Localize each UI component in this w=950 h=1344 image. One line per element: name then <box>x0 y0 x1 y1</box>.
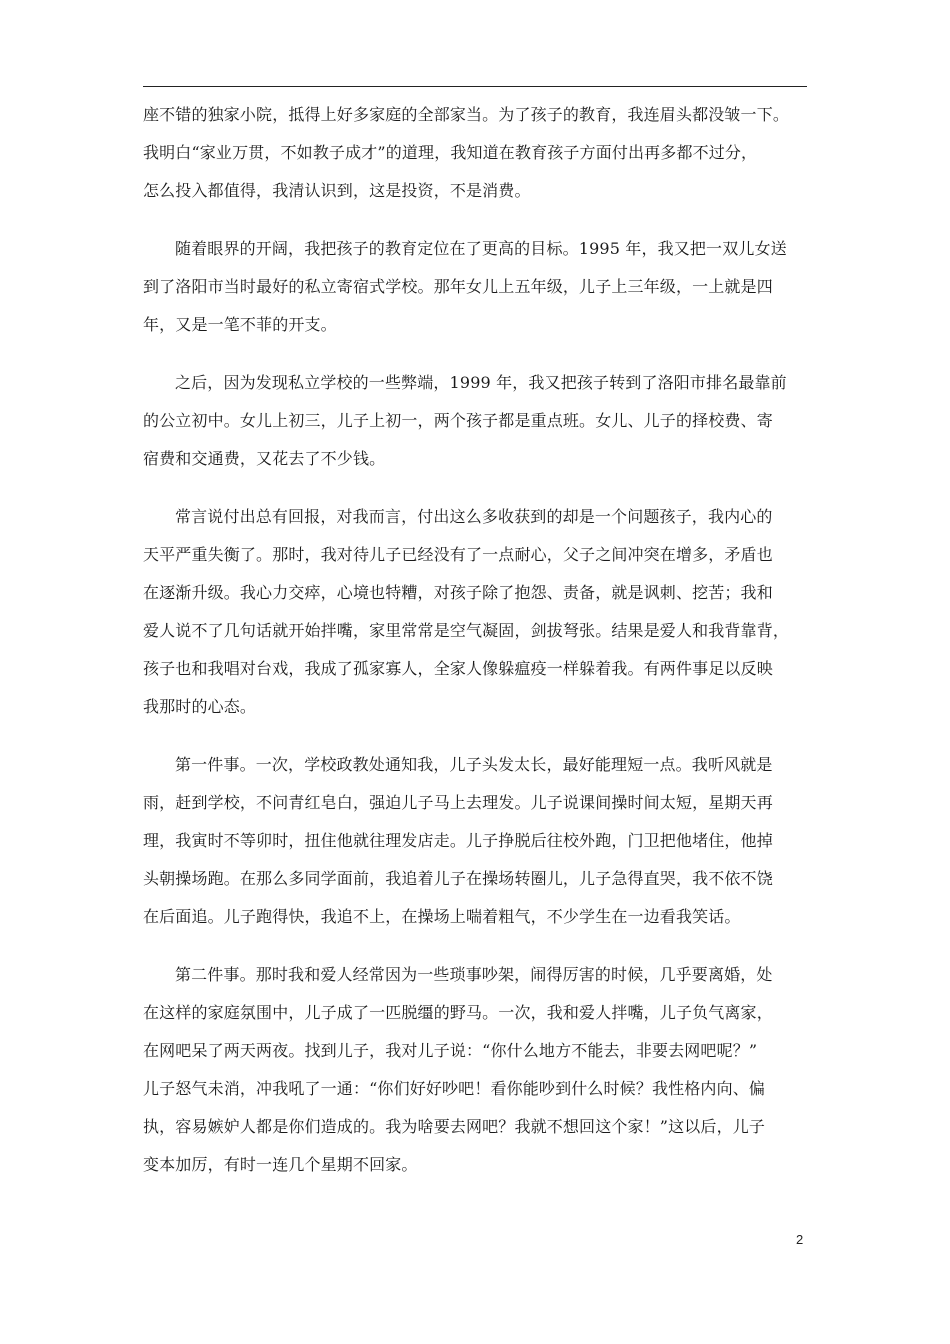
text-line: 在网吧呆了两天两夜。找到儿子，我对儿子说：“你什么地方不能去，非要去网吧呢？” <box>143 1041 758 1060</box>
text-line: 天平严重失衡了。那时，我对待儿子已经没有了一点耐心，父子之间冲突在增多，矛盾也 <box>143 545 773 564</box>
text-line: 在后面追。儿子跑得快，我追不上，在操场上喘着粗气，不少学生在一边看我笑话。 <box>143 907 741 926</box>
paragraph-6 <box>143 956 807 1184</box>
header-rule <box>143 86 807 87</box>
paragraph-5 <box>143 746 807 936</box>
text-line: 爱人说不了几句话就开始拌嘴，家里常常是空气凝固，剑拔弩张。结果是爱人和我背靠背， <box>143 621 790 640</box>
text-line: 执，容易嫉妒人都是你们造成的。我为啥要去网吧？我就不想回这个家！”这以后，儿子 <box>143 1117 766 1136</box>
text-line: 第一件事。一次，学校政教处通知我，儿子头发太长，最好能理短一点。我听风就是 <box>175 755 773 774</box>
text-line: 宿费和交通费，又花去了不少钱。 <box>143 449 386 468</box>
paragraph-1 <box>143 96 807 210</box>
text-line: 到了洛阳市当时最好的私立寄宿式学校。那年女儿上五年级，儿子上三年级，一上就是四 <box>143 277 773 296</box>
text-line: 理，我寅时不等卯时，扭住他就往理发店走。儿子挣脱后往校外跑，门卫把他堵住，他掉 <box>143 831 773 850</box>
text-line: 随着眼界的开阔，我把孩子的教育定位在了更高的目标。1995 年，我又把一双儿女送 <box>175 239 787 258</box>
paragraph-3 <box>143 364 807 478</box>
text-line: 座不错的独家小院，抵得上好多家庭的全部家当。为了孩子的教育，我连眉头都没皱一下。 <box>143 105 790 124</box>
page-number: 2 <box>796 1232 804 1247</box>
text-line: 儿子怒气未消，冲我吼了一通：“你们好好吵吧！看你能吵到什么时候？我性格内向、偏 <box>143 1079 766 1098</box>
text-line: 怎么投入都值得，我清认识到，这是投资，不是消费。 <box>143 181 531 200</box>
text-line: 头朝操场跑。在那么多同学面前，我追着儿子在操场转圈儿，儿子急得直哭，我不依不饶 <box>143 869 773 888</box>
text-line: 变本加厉，有时一连几个星期不回家。 <box>143 1155 418 1174</box>
text-line: 我那时的心态。 <box>143 697 257 716</box>
text-line: 常言说付出总有回报，对我而言，付出这么多收获到的却是一个问题孩子，我内心的 <box>175 507 773 526</box>
text-line: 的公立初中。女儿上初三，儿子上初一，两个孩子都是重点班。女儿、儿子的择校费、寄 <box>143 411 773 430</box>
page-body <box>143 96 807 1204</box>
text-line: 在这样的家庭氛围中，儿子成了一匹脱缰的野马。一次，我和爱人拌嘴，儿子负气离家， <box>143 1003 773 1022</box>
text-line: 我明白“家业万贯，不如教子成才”的道理，我知道在教育孩子方面付出再多都不过分， <box>143 143 758 162</box>
text-line: 年，又是一笔不菲的开支。 <box>143 315 337 334</box>
text-line: 在逐渐升级。我心力交瘁，心境也特糟，对孩子除了抱怨、责备，就是讽刺、挖苦；我和 <box>143 583 773 602</box>
text-line: 孩子也和我唱对台戏，我成了孤家寡人，全家人像躲瘟疫一样躲着我。有两件事足以反映 <box>143 659 773 678</box>
text-line: 雨，赶到学校，不问青红皂白，强迫儿子马上去理发。儿子说课间操时间太短，星期天再 <box>143 793 773 812</box>
paragraph-2 <box>143 230 807 344</box>
paragraph-4 <box>143 498 807 726</box>
text-line: 第二件事。那时我和爱人经常因为一些琐事吵架，闹得厉害的时候，几乎要离婚，处 <box>175 965 773 984</box>
text-line: 之后，因为发现私立学校的一些弊端，1999 年，我又把孩子转到了洛阳市排名最靠前 <box>175 373 787 392</box>
